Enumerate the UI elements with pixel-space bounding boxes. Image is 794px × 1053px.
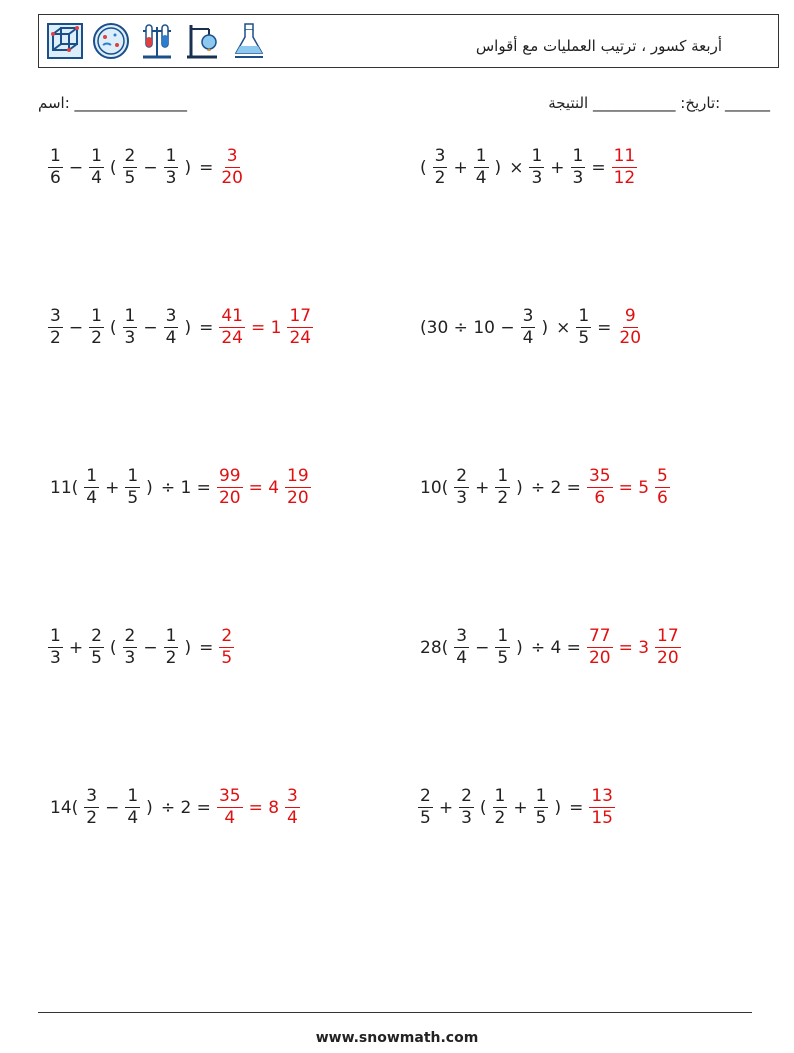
denominator: 24: [221, 328, 243, 348]
numerator: 35: [588, 466, 611, 486]
operator: ): [516, 477, 523, 498]
operator: +: [550, 157, 565, 178]
numerator: 11: [613, 146, 636, 166]
denominator: 5: [221, 648, 233, 668]
problem-4: [416, 308, 645, 347]
fraction: [219, 628, 234, 667]
fraction: [418, 788, 433, 827]
stand-flask-icon: [183, 21, 223, 61]
problem-3: [46, 308, 315, 347]
denominator: 20: [588, 648, 611, 668]
operator: (: [109, 157, 117, 178]
numerator: 1: [572, 146, 584, 166]
denominator: 5: [420, 808, 431, 828]
answer: [217, 308, 315, 347]
operator: +: [438, 797, 454, 818]
numerator: 1: [497, 466, 509, 486]
fraction: [587, 628, 613, 667]
answer: [585, 468, 672, 507]
operator: −: [143, 157, 158, 178]
operator: ): [554, 797, 562, 818]
fraction: [285, 468, 311, 507]
fraction: [48, 148, 63, 187]
denominator: 2: [86, 808, 98, 828]
fraction: [576, 308, 591, 347]
fraction: [123, 148, 138, 187]
operator: 28(: [420, 637, 449, 658]
numerator: 99: [218, 466, 241, 486]
footer-divider: [38, 1012, 752, 1013]
operator: ÷ 4 =: [530, 637, 581, 658]
problem-5: [46, 468, 313, 507]
numerator: 1: [475, 146, 487, 166]
fraction: [89, 308, 104, 347]
numerator: 2: [124, 626, 136, 646]
operator: = 5: [618, 477, 650, 498]
numerator: 5: [657, 466, 668, 486]
fraction: [571, 148, 586, 187]
operator: −: [143, 637, 158, 658]
fraction: [164, 628, 179, 667]
operator: ): [184, 157, 192, 178]
operator: =: [199, 157, 214, 178]
operator: +: [453, 157, 468, 178]
operator: = 4: [248, 477, 280, 498]
numerator: 1: [124, 306, 136, 326]
numerator: 3: [226, 146, 238, 166]
operator: =: [597, 317, 612, 338]
denominator: 20: [221, 168, 243, 188]
cube-icon: [45, 21, 85, 61]
denominator: 4: [127, 808, 139, 828]
operator: (30 ÷ 10 −: [420, 317, 515, 338]
operator: −: [143, 317, 158, 338]
denominator: 20: [657, 648, 679, 668]
operator: ): [184, 637, 192, 658]
problem-1: [46, 148, 247, 187]
answer: [217, 628, 236, 667]
operator: ): [184, 317, 192, 338]
fraction: [219, 148, 245, 187]
numerator: 41: [221, 306, 243, 326]
fraction: [84, 468, 99, 507]
fraction: [125, 788, 140, 827]
denominator: 6: [594, 488, 606, 508]
denominator: 12: [613, 168, 636, 188]
numerator: 3: [522, 306, 534, 326]
fraction: [454, 628, 469, 667]
denominator: 4: [86, 488, 98, 508]
numerator: 2: [461, 786, 472, 806]
denominator: 5: [578, 328, 590, 348]
operator: =: [569, 797, 584, 818]
fraction: [89, 148, 104, 187]
numerator: 1: [535, 786, 547, 806]
denominator: 2: [91, 328, 102, 348]
fraction: [495, 468, 510, 507]
fraction: [48, 628, 63, 667]
answer: [215, 788, 302, 827]
fraction: [219, 308, 245, 347]
numerator: 77: [588, 626, 611, 646]
operator: ×: [556, 317, 571, 338]
numerator: 17: [657, 626, 679, 646]
operator: −: [68, 157, 84, 178]
numerator: 1: [165, 626, 177, 646]
fraction: [474, 148, 489, 187]
fraction: [655, 628, 681, 667]
fraction: [612, 148, 638, 187]
fraction: [123, 628, 138, 667]
operator: =: [591, 157, 606, 178]
fraction: [89, 628, 104, 667]
denominator: 4: [456, 648, 468, 668]
answer: [587, 788, 617, 827]
operator: −: [475, 637, 490, 658]
denominator: 4: [475, 168, 487, 188]
operator: (: [479, 797, 487, 818]
operator: +: [513, 797, 528, 818]
fraction: [84, 788, 99, 827]
denominator: 6: [50, 168, 61, 188]
erlenmeyer-flask-icon: [229, 21, 269, 61]
denominator: 5: [91, 648, 102, 668]
petri-dish-icon: [91, 21, 131, 61]
numerator: 9: [624, 306, 636, 326]
operator: +: [475, 477, 490, 498]
denominator: 6: [657, 488, 668, 508]
numerator: 35: [218, 786, 241, 806]
worksheet-title: أربعة كسور ، ترتيب العمليات مع أقواس: [475, 37, 722, 55]
answer: [217, 148, 247, 187]
denominator: 2: [494, 808, 506, 828]
numerator: 1: [531, 146, 543, 166]
denominator: 5: [127, 488, 139, 508]
denominator: 24: [289, 328, 312, 348]
denominator: 3: [461, 808, 472, 828]
denominator: 2: [165, 648, 177, 668]
header-icons: [45, 21, 269, 61]
numerator: 19: [287, 466, 309, 486]
fraction: [589, 788, 615, 827]
fraction: [433, 148, 448, 187]
denominator: 4: [522, 328, 534, 348]
answer: [585, 628, 683, 667]
numerator: 3: [50, 306, 61, 326]
numerator: 13: [591, 786, 613, 806]
operator: ÷ 2 =: [530, 477, 581, 498]
problem-9: [46, 788, 302, 827]
fraction: [521, 308, 536, 347]
denominator: 2: [434, 168, 446, 188]
operator: ): [146, 797, 153, 818]
answer: [615, 308, 645, 347]
operator: (: [109, 637, 117, 658]
fraction: [125, 468, 140, 507]
numerator: 2: [456, 466, 468, 486]
numerator: 3: [434, 146, 446, 166]
operator: =: [199, 637, 214, 658]
fraction: [48, 308, 63, 347]
numerator: 1: [127, 466, 139, 486]
numerator: 17: [289, 306, 312, 326]
numerator: 3: [456, 626, 468, 646]
operator: (: [109, 317, 117, 338]
name-field: _______________ :اسم: [38, 94, 188, 112]
header-box: [38, 14, 779, 68]
denominator: 20: [218, 488, 241, 508]
numerator: 1: [578, 306, 590, 326]
fraction: [217, 788, 243, 827]
operator: +: [105, 477, 120, 498]
numerator: 1: [91, 146, 102, 166]
operator: =: [199, 317, 214, 338]
test-tubes-icon: [137, 21, 177, 61]
denominator: 5: [497, 648, 509, 668]
numerator: 2: [420, 786, 431, 806]
numerator: 3: [287, 786, 298, 806]
operator: 11(: [50, 477, 79, 498]
fraction: [164, 308, 179, 347]
fraction: [454, 468, 469, 507]
denominator: 3: [572, 168, 584, 188]
numerator: 1: [494, 786, 506, 806]
denominator: 4: [287, 808, 298, 828]
operator: ): [541, 317, 549, 338]
fraction: [287, 308, 313, 347]
operator: 14(: [50, 797, 79, 818]
denominator: 5: [535, 808, 547, 828]
operator: (: [420, 157, 427, 178]
fraction: [493, 788, 508, 827]
denominator: 2: [50, 328, 61, 348]
denominator: 3: [50, 648, 61, 668]
fraction: [529, 148, 544, 187]
denominator: 3: [531, 168, 543, 188]
denominator: 3: [124, 648, 136, 668]
operator: −: [68, 317, 84, 338]
operator: +: [68, 637, 84, 658]
numerator: 1: [50, 626, 61, 646]
numerator: 1: [127, 786, 139, 806]
problem-6: [416, 468, 672, 507]
denominator: 3: [124, 328, 136, 348]
fraction: [123, 308, 138, 347]
problem-7: [46, 628, 236, 667]
problem-8: [416, 628, 683, 667]
numerator: 2: [124, 146, 136, 166]
fraction: [617, 308, 643, 347]
denominator: 2: [497, 488, 509, 508]
problem-10: [416, 788, 617, 827]
operator: ×: [509, 157, 524, 178]
operator: 10(: [420, 477, 449, 498]
answer: [215, 468, 313, 507]
numerator: 1: [86, 466, 98, 486]
operator: ): [516, 637, 523, 658]
fraction: [459, 788, 474, 827]
answer: [610, 148, 640, 187]
numerator: 1: [50, 146, 61, 166]
problem-2: [416, 148, 639, 187]
denominator: 20: [287, 488, 309, 508]
numerator: 3: [165, 306, 177, 326]
footer-url: www.snowmath.com: [315, 1030, 479, 1046]
denominator: 3: [165, 168, 177, 188]
denominator: 15: [591, 808, 613, 828]
operator: ÷ 1 =: [160, 477, 211, 498]
denominator: 4: [224, 808, 236, 828]
fraction: [164, 148, 179, 187]
denominator: 5: [124, 168, 136, 188]
operator: ): [146, 477, 153, 498]
operator: = 1: [250, 317, 282, 338]
numerator: 2: [221, 626, 233, 646]
operator: ÷ 2 =: [160, 797, 211, 818]
numerator: 1: [497, 626, 509, 646]
denominator: 20: [619, 328, 642, 348]
denominator: 4: [165, 328, 177, 348]
operator: ): [494, 157, 502, 178]
denominator: 3: [456, 488, 468, 508]
fraction: [534, 788, 549, 827]
fraction: [587, 468, 613, 507]
operator: = 8: [248, 797, 280, 818]
numerator: 3: [86, 786, 98, 806]
fraction: [285, 788, 300, 827]
numerator: 2: [91, 626, 102, 646]
operator: = 3: [618, 637, 650, 658]
fraction: [655, 468, 670, 507]
numerator: 1: [165, 146, 177, 166]
date-result-field: ______ :تاريخ: ___________ النتيجة: [548, 94, 770, 112]
numerator: 1: [91, 306, 102, 326]
fraction: [217, 468, 243, 507]
operator: −: [105, 797, 120, 818]
fraction: [495, 628, 510, 667]
denominator: 4: [91, 168, 102, 188]
